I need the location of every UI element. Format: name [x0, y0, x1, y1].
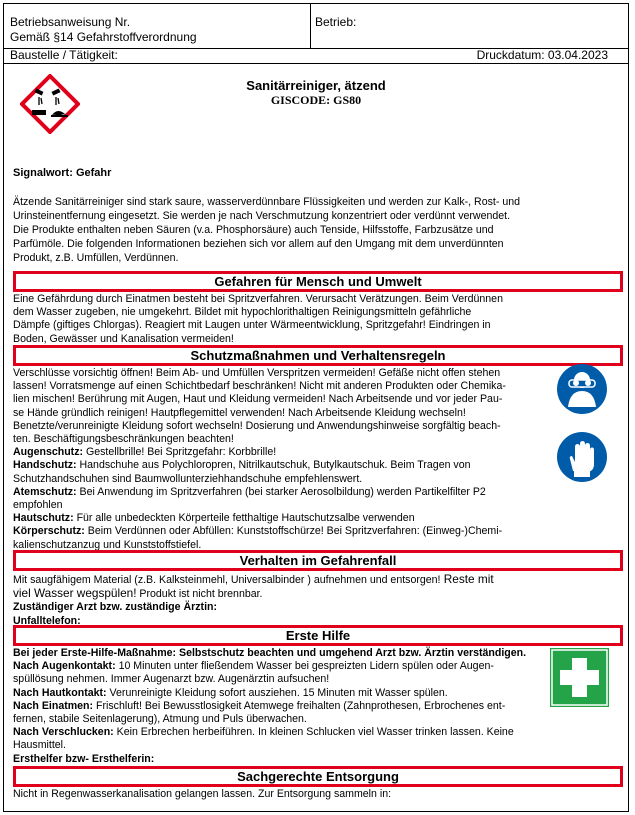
augenschutz-text: Gestellbrille! Bei Spritzgefahr: Korbbrille!	[83, 446, 277, 459]
einatmen-line	[13, 700, 526, 713]
unfalltelefon-label: Unfalltelefon:	[13, 614, 81, 627]
header-line2: Gemäß §14 Gefahrstoffverordnung	[10, 30, 197, 44]
baustelle-label: Baustelle / Tätigkeit:	[10, 48, 118, 62]
verschlucken-label: Nach Verschlucken:	[13, 726, 114, 739]
bei-jeder-line	[13, 647, 526, 660]
druckdatum: Druckdatum: 03.04.2023	[476, 48, 608, 62]
gefahren-line: Dämpfe (giftiges Chlorgas). Reagiert mit Laugen unter Wärmeentwicklung, Spritzgefahr! Eindringen in	[13, 319, 491, 332]
atemschutz-label: Atemschutz:	[13, 485, 77, 498]
augenkontakt-line	[13, 660, 526, 673]
verhalten-text1b: Reste mit	[440, 572, 494, 586]
section-heading-verhalten: Verhalten im Gefahrenfall	[13, 550, 623, 571]
atemschutz-line2: empfohlen	[13, 499, 63, 512]
schutz-line: lien mischen! Berührung mit Augen, Haut und Kleidung vermeiden! Nach Arbeitsende und vor jeder Pau-	[13, 393, 503, 406]
hautschutz-label: Hautschutz:	[13, 512, 74, 525]
augenkontakt-line2: spüllösung nehmen. Immer Augenarzt bzw. Augenärztin aufsuchen!	[13, 673, 330, 686]
einatmen-text: Frischluft! Bei Bewusstlosigkeit Atemwege freihalten (Zahnprothesen, Erbrochenes ent-	[93, 699, 506, 712]
atemschutz-text: Bei Anwendung im Spritzverfahren (bei starker Aerosolbildung) werden Partikelfilter P2	[76, 485, 486, 498]
verhalten-text2b: Produkt ist nicht brennbar.	[136, 588, 263, 601]
section-heading-erstehilfe: Erste Hilfe	[13, 625, 623, 646]
hautschutz-line	[13, 512, 506, 525]
entsorgung-line: Nicht in Regenwasserkanalisation gelangen lassen. Zur Entsorgung sammeln in:	[13, 788, 392, 800]
verschlucken-line2: Hausmittel.	[13, 739, 66, 752]
hand-protection-icon	[556, 431, 608, 483]
handschutz-line2: Schutzhandschuhen sind Baumwollunterziehhandschuhe empfehlenswert.	[13, 472, 363, 485]
handschutz-label: Handschutz:	[13, 459, 77, 472]
giscode: GISCODE: GS80	[270, 93, 362, 107]
section-heading-schutz: Schutzmaßnahmen und Verhaltensregeln	[13, 345, 623, 366]
schutz-line: lassen! Vorratsmenge auf einen Schichtbedarf beschränken! Nicht mit anderen Produkten oder Chemika-	[13, 380, 506, 393]
koerperschutz-label: Körperschutz:	[13, 525, 85, 538]
intro-line: Ätzende Sanitärreiniger sind stark saure, wasserverdünnbare Flüssigkeiten und werden zur Kalk-, Rost- und	[13, 196, 520, 208]
gefahren-line: Boden, Gewässer und Kanalisation vermeiden!	[13, 332, 234, 345]
arzt-label: Zuständiger Arzt bzw. zuständige Ärztin:	[13, 601, 218, 614]
handschutz-line	[13, 459, 506, 472]
hautkontakt-label: Nach Hautkontakt:	[13, 686, 107, 699]
verhalten-text2a: viel Wasser wegspülen!	[13, 586, 137, 601]
section-heading-entsorgung: Sachgerechte Entsorgung	[13, 766, 623, 787]
einatmen-label: Nach Einatmen:	[13, 699, 94, 712]
verhalten-text1a: Mit saugfähigem Material (z.B. Kalksteinmehl, Universalbinder ) aufnehmen und entsorgen!	[13, 574, 441, 586]
verschlucken-text: Kein Erbrechen herbeiführen. In kleinen Schlucken viel Wasser trinken lassen. Keine	[113, 726, 514, 739]
gefahren-line: dem Wasser zugeben, nie umgekehrt. Bildet mit hypochlorithaltigen Reinigungsmitteln gefährliche	[13, 306, 472, 319]
header-divider	[310, 4, 311, 48]
arzt-line	[13, 601, 494, 614]
header-row2	[4, 48, 628, 64]
schutz-text	[13, 367, 506, 552]
section-heading-gefahren: Gefahren für Mensch und Umwelt	[13, 271, 623, 292]
atemschutz-line	[13, 486, 506, 499]
intro-line: Urinsteinentfernung eingesetzt. Sie werden je nach Verschmutzung konzentriert oder verdünnt verwendet.	[13, 210, 511, 222]
gefahren-line: Eine Gefährdung durch Einatmen besteht bei Spritzverfahren. Verursacht Verätzungen. Beim Verdünnen	[13, 293, 503, 305]
intro-paragraph	[13, 195, 573, 265]
augenkontakt-text: 10 Minuten unter fließendem Wasser bei gespreizten Lidern spülen oder Augen-	[115, 660, 494, 673]
bei-jeder-text: Bei jeder Erste-Hilfe-Maßnahme: Selbstschutz beachten und umgehend Arzt bzw. Ärztin verständigen.	[13, 647, 527, 659]
first-aid-icon	[550, 648, 609, 707]
document-frame	[3, 3, 629, 812]
verhalten-line1	[13, 573, 494, 587]
hautkontakt-line	[13, 687, 526, 700]
augenkontakt-label: Nach Augenkontakt:	[13, 660, 116, 673]
intro-line: Die Produkte enthalten neben Säuren (v.a. Phosphorsäure) auch Tenside, Hilfsstoffe, Farbzusätze und	[13, 224, 494, 236]
header-line1: Betriebsanweisung Nr.	[10, 15, 131, 29]
hautkontakt-text: Verunreinigte Kleidung sofort ausziehen. 15 Minuten mit Wasser spülen.	[106, 686, 448, 699]
augenschutz-label: Augenschutz:	[13, 446, 84, 459]
schutz-line: Verschlüsse vorsichtig öffnen! Beim Ab- und Umfüllen Verspritzen vermeiden! Gefäße nicht offen stehen	[13, 367, 501, 379]
ersthelfer-line	[13, 753, 526, 766]
erstehilfe-text	[13, 647, 526, 766]
document-header	[4, 4, 628, 49]
schutz-line: se Hände gründlich reinigen! Hautpflegemittel verwenden! Nach Arbeitsende Kleidung wechseln!	[13, 406, 466, 419]
koerperschutz-text: Beim Verdünnen oder Abfüllen: Kunststoffschürze! Bei Spritzverfahren: (Einweg-)Chemi-	[84, 525, 503, 538]
gefahren-text	[13, 293, 503, 346]
eye-protection-icon	[556, 363, 608, 415]
verhalten-text	[13, 573, 494, 628]
ersthelfer-label: Ersthelfer bzw- Ersthelferin:	[13, 752, 155, 765]
entsorgung-text	[13, 788, 391, 801]
signalwort: Signalwort: Gefahr	[13, 167, 112, 179]
hautschutz-text: Für alle unbedeckten Körperteile fetthaltige Hautschutzsalbe verwenden	[73, 512, 415, 525]
einatmen-line2: fernen, stabile Seitenlagerung), Atmung und Puls überwachen.	[13, 713, 307, 726]
augenschutz-line	[13, 446, 506, 459]
betrieb-label: Betrieb:	[315, 15, 357, 29]
intro-line: Parfümöle. Die folgenden Informationen beziehen sich vor allem auf den Umgang mit dem unverdünnten	[13, 238, 504, 250]
schutz-line: ten. Beschäftigungsbeschränkungen beachten!	[13, 433, 234, 446]
intro-line: Produkt, z.B. Umfüllen, Verdünnen.	[13, 252, 179, 264]
document-title: Sanitärreiniger, ätzend	[246, 78, 386, 93]
verschlucken-line	[13, 726, 526, 739]
verhalten-line2	[13, 587, 494, 601]
koerperschutz-line2: kalienschutzanzug und Kunststoffstiefel.	[13, 538, 202, 551]
handschutz-text: Handschuhe aus Polychloropren, Nitrilkautschuk, Butylkautschuk. Beim Tragen von	[76, 459, 471, 472]
schutz-line: Benetzte/verunreinigte Kleidung sofort wechseln! Dosierung und Anwendungshinweise sorgfältig beach-	[13, 419, 501, 432]
koerperschutz-line	[13, 525, 506, 538]
